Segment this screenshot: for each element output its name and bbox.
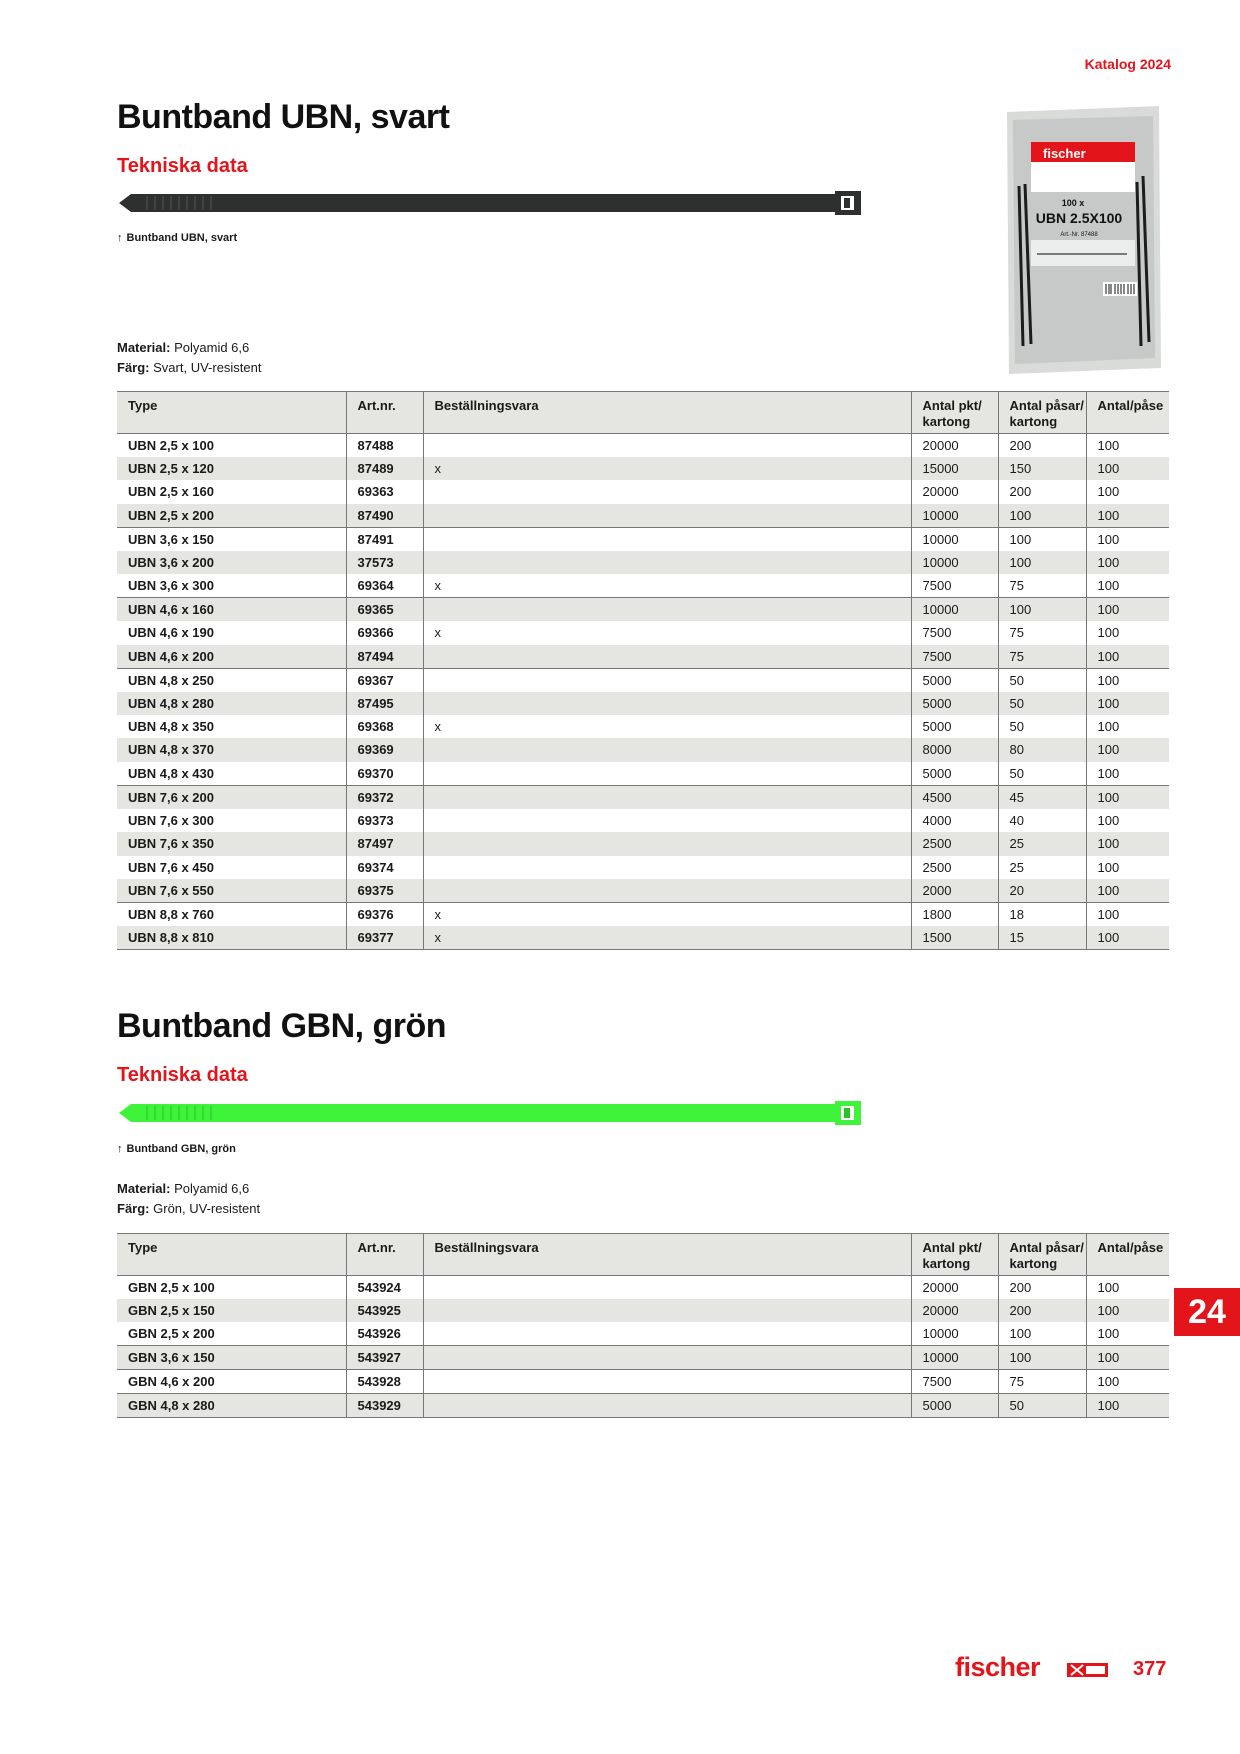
fischer-logo bbox=[955, 1652, 1110, 1682]
table-row bbox=[117, 1276, 1169, 1300]
column-header: Antal pkt/ kartong bbox=[911, 1234, 998, 1276]
table-row bbox=[117, 785, 1169, 809]
per-bag-cell: 100 bbox=[1086, 1394, 1169, 1418]
bags-per-carton-cell: 100 bbox=[998, 527, 1086, 551]
type-cell: GBN 2,5 x 200 bbox=[117, 1322, 346, 1346]
type-cell: UBN 3,6 x 300 bbox=[117, 574, 346, 598]
type-cell: UBN 4,6 x 190 bbox=[128, 625, 214, 641]
cable-tie-green-image bbox=[117, 1101, 862, 1125]
table-row bbox=[117, 902, 1169, 926]
column-header: Beställningsvara bbox=[423, 1234, 911, 1276]
bags-per-carton-cell: 50 bbox=[998, 1394, 1086, 1418]
packs-per-carton-cell: 20000 bbox=[911, 434, 998, 458]
table-header-row bbox=[117, 392, 1169, 434]
bag-brand: fischer bbox=[1043, 146, 1086, 161]
type-cell: UBN 4,8 x 430 bbox=[117, 762, 346, 786]
packs-per-carton-cell: 10000 bbox=[911, 1322, 998, 1346]
bags-per-carton-cell: 50 bbox=[998, 762, 1086, 786]
column-header: Antal påsar/ kartong bbox=[998, 1234, 1086, 1276]
type-cell: GBN 2,5 x 150 bbox=[117, 1299, 346, 1322]
section-title: Buntband GBN, grön bbox=[117, 1007, 447, 1045]
packs-per-carton-cell: 7500 bbox=[911, 574, 998, 598]
type-cell: UBN 4,8 x 350 bbox=[128, 718, 214, 734]
artnr-cell: 69370 bbox=[346, 762, 423, 786]
order-item-cell bbox=[423, 598, 911, 622]
properties bbox=[117, 338, 262, 378]
type-cell: GBN 4,6 x 200 bbox=[117, 1370, 346, 1394]
order-item-cell: x bbox=[423, 926, 911, 950]
column-header: Antal pkt/ kartong bbox=[911, 392, 998, 434]
artnr-cell: 543929 bbox=[346, 1394, 423, 1418]
packs-per-carton-cell: 5000 bbox=[911, 692, 998, 715]
artnr-cell: 69373 bbox=[346, 809, 423, 832]
artnr-cell: 69374 bbox=[346, 856, 423, 879]
column-header: Type bbox=[117, 392, 346, 434]
per-bag-cell: 100 bbox=[1086, 457, 1169, 480]
cable-tie-black-image bbox=[117, 191, 862, 215]
artnr-cell: 87495 bbox=[346, 692, 423, 715]
bag-count: 100 x bbox=[1061, 198, 1085, 208]
order-item-cell bbox=[423, 434, 911, 458]
table-row bbox=[117, 645, 1169, 669]
table-row bbox=[117, 598, 1169, 622]
order-item-cell bbox=[423, 785, 911, 809]
material-label: Material: bbox=[117, 340, 171, 355]
artnr-cell: 87491 bbox=[346, 527, 423, 551]
artnr-cell: 87497 bbox=[346, 832, 423, 855]
type-cell: UBN 2,5 x 100 bbox=[128, 438, 214, 453]
packs-per-carton-cell: 1500 bbox=[911, 926, 998, 950]
table-row bbox=[117, 574, 1169, 598]
per-bag-cell: 100 bbox=[1086, 785, 1169, 809]
bags-per-carton-cell: 75 bbox=[998, 574, 1086, 598]
per-bag-cell: 100 bbox=[1086, 902, 1169, 926]
artnr-cell: 69372 bbox=[346, 785, 423, 809]
table-row bbox=[117, 832, 1169, 855]
packs-per-carton-cell: 7500 bbox=[911, 621, 998, 644]
bags-per-carton-cell: 75 bbox=[998, 645, 1086, 669]
artnr-cell: 543927 bbox=[346, 1346, 423, 1370]
color-value: Grön, UV-resistent bbox=[153, 1201, 261, 1216]
table-row bbox=[117, 434, 1169, 458]
packs-per-carton-cell: 5000 bbox=[911, 668, 998, 692]
order-item-cell bbox=[423, 480, 911, 503]
per-bag-cell: 100 bbox=[1086, 1370, 1169, 1394]
packs-per-carton-cell: 10000 bbox=[911, 598, 998, 622]
packs-per-carton-cell: 5000 bbox=[911, 1394, 998, 1418]
order-item-cell: x bbox=[423, 902, 911, 926]
per-bag-cell: 100 bbox=[1086, 1299, 1169, 1322]
order-item-cell: x bbox=[423, 574, 911, 598]
properties bbox=[117, 1179, 260, 1219]
order-item-cell bbox=[423, 762, 911, 786]
packs-per-carton-cell: 7500 bbox=[911, 1370, 998, 1394]
material-label: Material: bbox=[117, 1181, 171, 1196]
artnr-cell: 87488 bbox=[346, 434, 423, 458]
packs-per-carton-cell: 10000 bbox=[911, 551, 998, 574]
table-row bbox=[117, 457, 1169, 480]
section-title: Buntband UBN, svart bbox=[117, 98, 450, 136]
artnr-cell: 69367 bbox=[346, 668, 423, 692]
bags-per-carton-cell: 200 bbox=[998, 480, 1086, 503]
per-bag-cell: 100 bbox=[1086, 832, 1169, 855]
order-item-cell bbox=[423, 668, 911, 692]
column-header: Type bbox=[117, 1234, 346, 1276]
type-cell: UBN 4,8 x 370 bbox=[117, 738, 346, 761]
bags-per-carton-cell: 40 bbox=[998, 809, 1086, 832]
bags-per-carton-cell: 75 bbox=[998, 1370, 1086, 1394]
order-item-cell bbox=[423, 832, 911, 855]
packs-per-carton-cell: 20000 bbox=[911, 1276, 998, 1300]
color-label: Färg: bbox=[117, 360, 150, 375]
packs-per-carton-cell: 20000 bbox=[911, 1299, 998, 1322]
table-row bbox=[117, 1394, 1169, 1418]
per-bag-cell: 100 bbox=[1086, 551, 1169, 574]
arrow-up-icon: ↑ bbox=[117, 232, 123, 244]
artnr-cell: 69375 bbox=[346, 879, 423, 903]
bags-per-carton-cell: 150 bbox=[998, 457, 1086, 480]
table-header-row bbox=[117, 1234, 1169, 1276]
per-bag-cell: 100 bbox=[1086, 1322, 1169, 1346]
artnr-cell: 543926 bbox=[346, 1322, 423, 1346]
per-bag-cell: 100 bbox=[1086, 527, 1169, 551]
packs-per-carton-cell: 20000 bbox=[911, 480, 998, 503]
packs-per-carton-cell: 2000 bbox=[911, 879, 998, 903]
order-item-cell: x bbox=[423, 715, 911, 738]
packs-per-carton-cell: 2500 bbox=[911, 832, 998, 855]
order-item-cell bbox=[423, 504, 911, 528]
table-row bbox=[117, 480, 1169, 503]
bags-per-carton-cell: 50 bbox=[998, 668, 1086, 692]
order-item-cell bbox=[423, 1276, 911, 1300]
type-cell: UBN 7,6 x 550 bbox=[117, 879, 346, 903]
per-bag-cell: 100 bbox=[1086, 809, 1169, 832]
bags-per-carton-cell: 75 bbox=[998, 621, 1086, 644]
artnr-cell: 69366 bbox=[346, 621, 423, 644]
artnr-cell: 69377 bbox=[346, 926, 423, 950]
type-cell: UBN 4,6 x 160 bbox=[117, 598, 346, 622]
bags-per-carton-cell: 15 bbox=[998, 926, 1086, 950]
column-header: Art.nr. bbox=[346, 392, 423, 434]
table-row bbox=[117, 504, 1169, 528]
bags-per-carton-cell: 50 bbox=[998, 715, 1086, 738]
bags-per-carton-cell: 18 bbox=[998, 902, 1086, 926]
packs-per-carton-cell: 15000 bbox=[911, 457, 998, 480]
per-bag-cell: 100 bbox=[1086, 598, 1169, 622]
order-item-cell: x bbox=[423, 457, 911, 480]
type-cell: UBN 7,6 x 300 bbox=[128, 812, 214, 828]
caption-text: Buntband UBN, svart bbox=[126, 232, 238, 244]
artnr-cell: 69369 bbox=[346, 738, 423, 761]
bags-per-carton-cell: 45 bbox=[998, 785, 1086, 809]
artnr-cell: 69376 bbox=[346, 902, 423, 926]
type-cell: UBN 4,8 x 250 bbox=[128, 672, 214, 688]
table-row bbox=[117, 692, 1169, 715]
order-item-cell bbox=[423, 692, 911, 715]
column-header: Beställningsvara bbox=[423, 392, 911, 434]
column-header: Art.nr. bbox=[346, 1234, 423, 1276]
bags-per-carton-cell: 50 bbox=[998, 692, 1086, 715]
spec-table-ubn bbox=[117, 391, 1169, 950]
table-row bbox=[117, 1370, 1169, 1394]
type-cell: UBN 7,6 x 450 bbox=[128, 859, 214, 875]
type-cell: UBN 3,6 x 150 bbox=[128, 531, 214, 547]
order-item-cell bbox=[423, 879, 911, 903]
section-gbn bbox=[117, 1007, 1169, 1427]
table-row bbox=[117, 926, 1169, 950]
artnr-cell: 69368 bbox=[346, 715, 423, 738]
column-header: Antal/påse bbox=[1086, 1234, 1169, 1276]
type-cell: UBN 4,6 x 200 bbox=[117, 645, 346, 669]
order-item-cell bbox=[423, 856, 911, 879]
type-cell: UBN 7,6 x 200 bbox=[117, 785, 346, 809]
color-label: Färg: bbox=[117, 1201, 150, 1216]
order-item-cell bbox=[423, 1322, 911, 1346]
type-cell: UBN 2,5 x 160 bbox=[128, 484, 214, 500]
per-bag-cell: 100 bbox=[1086, 879, 1169, 903]
catalog-label: Katalog 2024 bbox=[1084, 56, 1171, 72]
per-bag-cell: 100 bbox=[1086, 434, 1169, 458]
per-bag-cell: 100 bbox=[1086, 692, 1169, 715]
table-row bbox=[117, 809, 1169, 832]
per-bag-cell: 100 bbox=[1086, 762, 1169, 786]
table-row bbox=[117, 856, 1169, 879]
image-caption bbox=[117, 232, 237, 244]
table-row bbox=[117, 621, 1169, 644]
bags-per-carton-cell: 100 bbox=[998, 1322, 1086, 1346]
type-cell: GBN 3,6 x 150 bbox=[117, 1346, 346, 1370]
type-cell: UBN 8,8 x 810 bbox=[117, 926, 346, 950]
bags-per-carton-cell: 25 bbox=[998, 856, 1086, 879]
artnr-cell: 69364 bbox=[346, 574, 423, 598]
table-row bbox=[117, 527, 1169, 551]
bags-per-carton-cell: 100 bbox=[998, 551, 1086, 574]
per-bag-cell: 100 bbox=[1086, 856, 1169, 879]
section-subtitle: Tekniska data bbox=[117, 155, 248, 177]
order-item-cell bbox=[423, 551, 911, 574]
bags-per-carton-cell: 100 bbox=[998, 598, 1086, 622]
material-value: Polyamid 6,6 bbox=[174, 340, 250, 355]
bags-per-carton-cell: 80 bbox=[998, 738, 1086, 761]
bags-per-carton-cell: 200 bbox=[998, 1299, 1086, 1322]
per-bag-cell: 100 bbox=[1086, 621, 1169, 644]
packs-per-carton-cell: 4000 bbox=[911, 809, 998, 832]
packs-per-carton-cell: 10000 bbox=[911, 504, 998, 528]
order-item-cell bbox=[423, 1394, 911, 1418]
bag-artnr: Art.-Nr. 87488 bbox=[1060, 232, 1098, 238]
type-cell: GBN 2,5 x 100 bbox=[128, 1280, 215, 1295]
footer-brand: fischer bbox=[955, 1652, 1041, 1682]
column-header: Antal påsar/ kartong bbox=[998, 392, 1086, 434]
artnr-cell: 543925 bbox=[346, 1299, 423, 1322]
artnr-cell: 69363 bbox=[346, 480, 423, 503]
packs-per-carton-cell: 5000 bbox=[911, 762, 998, 786]
order-item-cell bbox=[423, 1346, 911, 1370]
per-bag-cell: 100 bbox=[1086, 1346, 1169, 1370]
type-cell: UBN 3,6 x 200 bbox=[117, 551, 346, 574]
table-row bbox=[117, 1346, 1169, 1370]
type-cell: UBN 4,8 x 280 bbox=[117, 692, 346, 715]
type-cell: UBN 8,8 x 760 bbox=[128, 906, 214, 922]
table-row bbox=[117, 738, 1169, 761]
order-item-cell bbox=[423, 809, 911, 832]
type-cell: UBN 2,5 x 120 bbox=[117, 457, 346, 480]
spec-table-gbn bbox=[117, 1233, 1169, 1418]
artnr-cell: 87489 bbox=[346, 457, 423, 480]
order-item-cell bbox=[423, 1370, 911, 1394]
packs-per-carton-cell: 1800 bbox=[911, 902, 998, 926]
table-row bbox=[117, 551, 1169, 574]
order-item-cell bbox=[423, 738, 911, 761]
artnr-cell: 87494 bbox=[346, 645, 423, 669]
artnr-cell: 543924 bbox=[346, 1276, 423, 1300]
bags-per-carton-cell: 200 bbox=[998, 1276, 1086, 1300]
type-cell: GBN 4,8 x 280 bbox=[117, 1394, 346, 1418]
page-number: 377 bbox=[1133, 1658, 1167, 1680]
packs-per-carton-cell: 5000 bbox=[911, 715, 998, 738]
color-value: Svart, UV-resistent bbox=[153, 360, 262, 375]
bags-per-carton-cell: 200 bbox=[998, 434, 1086, 458]
order-item-cell: x bbox=[423, 621, 911, 644]
per-bag-cell: 100 bbox=[1086, 574, 1169, 598]
bag-model: UBN 2.5X100 bbox=[1035, 210, 1123, 226]
order-item-cell bbox=[423, 645, 911, 669]
table-row bbox=[117, 1299, 1169, 1322]
table-row bbox=[117, 879, 1169, 903]
caption-text: Buntband GBN, grön bbox=[126, 1143, 236, 1155]
type-cell: UBN 2,5 x 200 bbox=[117, 504, 346, 528]
artnr-cell: 87490 bbox=[346, 504, 423, 528]
artnr-cell: 69365 bbox=[346, 598, 423, 622]
packs-per-carton-cell: 4500 bbox=[911, 785, 998, 809]
bags-per-carton-cell: 25 bbox=[998, 832, 1086, 855]
arrow-up-icon: ↑ bbox=[117, 1143, 123, 1155]
per-bag-cell: 100 bbox=[1086, 480, 1169, 503]
section-subtitle: Tekniska data bbox=[117, 1064, 248, 1086]
per-bag-cell: 100 bbox=[1086, 1276, 1169, 1300]
bags-per-carton-cell: 20 bbox=[998, 879, 1086, 903]
table-row bbox=[117, 1322, 1169, 1346]
packs-per-carton-cell: 8000 bbox=[911, 738, 998, 761]
packs-per-carton-cell: 7500 bbox=[911, 645, 998, 669]
table-row bbox=[117, 668, 1169, 692]
packs-per-carton-cell: 10000 bbox=[911, 527, 998, 551]
order-item-cell bbox=[423, 527, 911, 551]
column-header: Antal/påse bbox=[1086, 392, 1169, 434]
per-bag-cell: 100 bbox=[1086, 926, 1169, 950]
image-caption bbox=[117, 1143, 236, 1155]
product-bag-image bbox=[1003, 106, 1163, 374]
per-bag-cell: 100 bbox=[1086, 738, 1169, 761]
per-bag-cell: 100 bbox=[1086, 715, 1169, 738]
packs-per-carton-cell: 2500 bbox=[911, 856, 998, 879]
artnr-cell: 543928 bbox=[346, 1370, 423, 1394]
per-bag-cell: 100 bbox=[1086, 504, 1169, 528]
bags-per-carton-cell: 100 bbox=[998, 504, 1086, 528]
table-row bbox=[117, 762, 1169, 786]
per-bag-cell: 100 bbox=[1086, 668, 1169, 692]
packs-per-carton-cell: 10000 bbox=[911, 1346, 998, 1370]
chapter-tab: 24 bbox=[1174, 1288, 1240, 1336]
order-item-cell bbox=[423, 1299, 911, 1322]
table-row bbox=[117, 715, 1169, 738]
type-cell: UBN 7,6 x 350 bbox=[117, 832, 346, 855]
material-value: Polyamid 6,6 bbox=[174, 1181, 250, 1196]
artnr-cell: 37573 bbox=[346, 551, 423, 574]
per-bag-cell: 100 bbox=[1086, 645, 1169, 669]
bags-per-carton-cell: 100 bbox=[998, 1346, 1086, 1370]
